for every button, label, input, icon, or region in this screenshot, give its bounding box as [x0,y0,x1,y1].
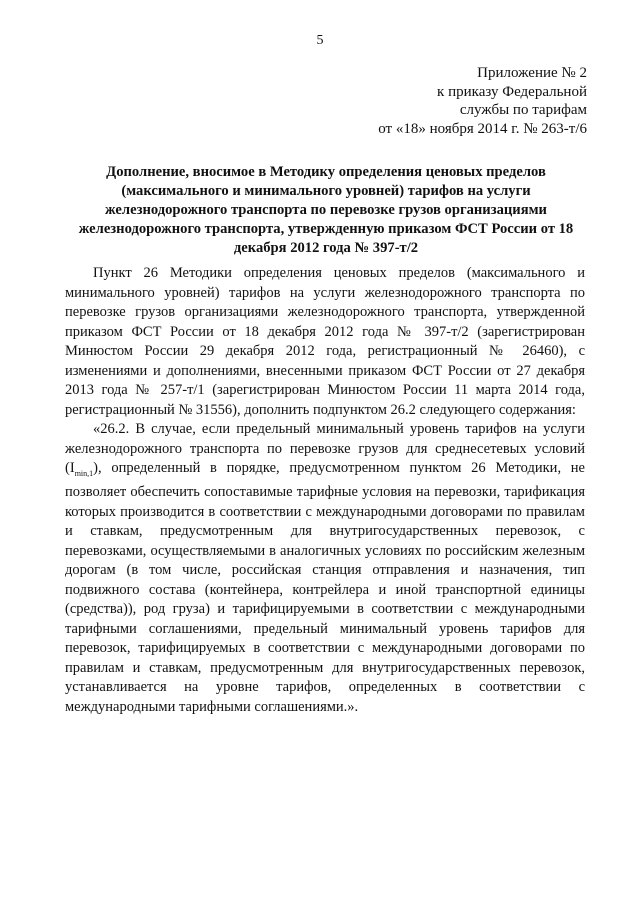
quote-start: «26.2. В случае, если предельный минимальный уровень тарифов на услуги железнодорожного транспорта по перевозке грузов для среднесетевых условий [65,421,585,457]
paragraph-1: Пункт 26 Методики определения ценовых пределов (максимального и минимального уровней) тарифов на услуги железнодорожного транспорта по перевозке грузов организациями железнодорожного транспорта, утвержденной приказом ФСТ России от 18 декабря 2012 года № 397-т/2 (зарегистрирован Минюстом России 29 декабря 2012 года, регистрационный № 26460), с изменениями и дополнениями, внесенными приказом ФСТ России от 27 декабря 2013 года № 257-т/1 (зарегистрирован Минюстом России 11 марта 2014 года, регистрационный № 31556), дополнить подпунктом 26.2 следующего содержания: [65,265,585,418]
document-title: Дополнение, вносимое в Методику определения ценовых пределов (максимального и минимального уровней) тарифов на услуги железнодорожного транспорта по перевозке грузов организациями железнодорожного транспорта, утвержденную приказом ФСТ России от 18 декабря 2012 года № 397-т/2 [78,164,574,256]
tariff-symbol-main: I [69,460,75,476]
page-number: 5 [316,33,324,48]
appendix-line-2: к приказу Федеральной [437,83,587,100]
appendix-header [378,64,587,138]
quoted-subclause: «26.2. В случае, если предельный минимальный уровень тарифов на услуги железнодорожного транспорта по перевозке грузов для среднесетевых условий $(I_{min,1})$, определенный в порядке, предусмотренном пунктом 26 Методики, не позволяет обеспечить сопоставимые тарифные условия на перевозки, тарификация которых производится в соответствии с международными договорами по правилам и ставкам, предусмотренным для внутригосударственных перевозок, с перевозками, осуществляемыми в аналогичных условиях по российским железным дорогам (в том числе, российская станция отправления и назначения, тип подвижного состава (контейнера, контрейлера и иной транспортной единицы (средства)), род груза) и тарифицируемыми в соответствии с международными тарифными соглашениями, предельный минимальный уровень тарифов для перевозок, тарифицируемых в соответствии с международными договорами по правилам и ставкам, предусмотренным для внутригосударственных перевозок, устанавливается на уровне тарифов, определенных в соответствии с международными тарифными соглашениями.». [65,421,585,715]
tariff-symbol [70,460,93,476]
tariff-symbol-subscript: min,1 [74,468,94,478]
appendix-line-3: службы по тарифам [459,102,587,118]
quote-rest: ), определенный в порядке, предусмотренном пунктом 26 Методики, не позволяет обеспечить сопоставимые тарифные условия на перевозки, тарификация которых производится в соответствии с международными договорами по правилам и ставкам, предусмотренным для внутригосударственных перевозок, с перевозками, осуществляемыми в аналогичных условиях по российским железным дорогам (в том числе, российская станция отправления и назначения, тип подвижного состава (контейнера, контрейлера и иной транспортной единицы (средства)), род груза) и тарифицируемыми в соответствии с международными тарифными соглашениями, предельный минимальный уровень тарифов для перевозок, тарифицируемых в соответствии с международными договорами по правилам и ставкам, предусмотренным для внутригосударственных перевозок, устанавливается на уровне тарифов, определенных в соответствии с международными тарифными соглашениями.». [65,460,585,715]
appendix-line-4: от «18» ноября 2014 г. № 263-т/6 [378,120,587,137]
appendix-line-1: Приложение № 2 [477,65,587,81]
document-body [65,264,585,717]
